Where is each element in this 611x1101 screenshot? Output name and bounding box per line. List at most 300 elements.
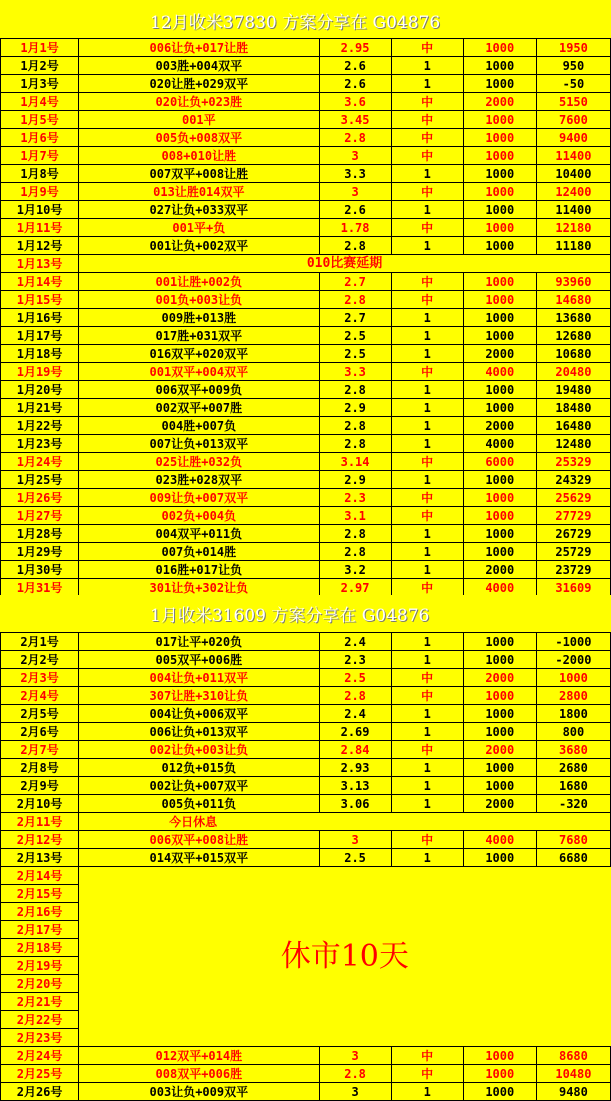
stake-cell: 1000 [463,111,536,129]
table-row [1,201,611,219]
result-cell: 1 [391,723,463,741]
date-cell: 2月14号 [1,867,79,885]
balance-cell: 10480 [536,1065,610,1083]
date-cell: 1月30号 [1,561,79,579]
date-cell: 2月13号 [1,849,79,867]
pick-cell: 009让负+007双平 [79,489,319,507]
date-cell: 1月6号 [1,129,79,147]
odds-cell: 2.8 [319,435,391,453]
odds-cell: 3 [319,831,391,849]
pick-cell: 020让胜+029双平 [79,75,319,93]
result-cell: 中 [391,489,463,507]
table-row [1,327,611,345]
pick-cell: 027让负+033双平 [79,201,319,219]
balance-cell: -320 [536,795,610,813]
date-cell: 1月8号 [1,165,79,183]
pick-cell: 007双平+008让胜 [79,165,319,183]
date-cell: 2月1号 [1,633,79,651]
result-cell: 中 [391,363,463,381]
balance-cell: 14680 [536,291,610,309]
date-cell: 1月16号 [1,309,79,327]
balance-cell: 7680 [536,831,610,849]
result-cell: 1 [391,165,463,183]
result-cell: 1 [391,399,463,417]
date-cell: 1月2号 [1,57,79,75]
december-summary-text: 12月收米37830 方案分享在 G04876 [150,12,441,33]
pick-cell: 016双平+020双平 [79,345,319,363]
result-cell: 中 [391,579,463,597]
pick-cell: 004胜+007负 [79,417,319,435]
odds-cell: 3 [319,1047,391,1065]
date-cell: 1月26号 [1,489,79,507]
odds-cell: 2.97 [319,579,391,597]
january-record-table [0,38,611,597]
result-cell: 1 [391,381,463,399]
table-row [1,795,611,813]
table-row [1,291,611,309]
stake-cell: 1000 [463,1065,536,1083]
balance-cell: 1800 [536,705,610,723]
balance-cell: 8680 [536,1047,610,1065]
balance-cell: 5150 [536,93,610,111]
odds-cell: 2.8 [319,687,391,705]
pick-cell: 004让负+006双平 [79,705,319,723]
date-cell: 2月24号 [1,1047,79,1065]
table-row [1,669,611,687]
stake-cell: 1000 [463,327,536,345]
pick-cell: 016胜+017让负 [79,561,319,579]
stake-cell: 1000 [463,237,536,255]
odds-cell: 3.3 [319,363,391,381]
balance-cell: 16480 [536,417,610,435]
stake-cell: 1000 [463,849,536,867]
table-row [1,687,611,705]
stake-cell: 1000 [463,543,536,561]
stake-cell: 2000 [463,93,536,111]
pick-cell: 025让胜+032负 [79,453,319,471]
table-row [1,777,611,795]
date-cell: 2月10号 [1,795,79,813]
result-cell: 1 [391,633,463,651]
table-row [1,1083,611,1101]
date-cell: 2月2号 [1,651,79,669]
table-row [1,831,611,849]
pick-cell: 301让负+302让负 [79,579,319,597]
pick-cell: 001平 [79,111,319,129]
stake-cell: 2000 [463,561,536,579]
note-cell: 010比赛延期 [79,255,611,273]
pick-cell: 017胜+031双平 [79,327,319,345]
result-cell: 中 [391,219,463,237]
balance-cell: 27729 [536,507,610,525]
date-cell: 2月4号 [1,687,79,705]
balance-cell: 9480 [536,1083,610,1101]
balance-cell: 12680 [536,327,610,345]
date-cell: 1月14号 [1,273,79,291]
pick-cell: 006双平+009负 [79,381,319,399]
stake-cell: 4000 [463,579,536,597]
balance-cell: 25729 [536,543,610,561]
result-cell: 中 [391,111,463,129]
result-cell: 中 [391,687,463,705]
stake-cell: 4000 [463,363,536,381]
december-summary-banner [0,2,611,38]
result-cell: 中 [391,453,463,471]
table-row [1,813,611,831]
date-cell: 1月7号 [1,147,79,165]
table-row [1,435,611,453]
stake-cell: 2000 [463,417,536,435]
table-row [1,381,611,399]
odds-cell: 3 [319,1083,391,1101]
date-cell: 1月23号 [1,435,79,453]
odds-cell: 3.6 [319,93,391,111]
balance-cell: 11400 [536,147,610,165]
odds-cell: 2.8 [319,129,391,147]
note-cell: 今日休息 [79,813,611,831]
pick-cell: 001平+负 [79,219,319,237]
odds-cell: 2.5 [319,849,391,867]
table-row [1,651,611,669]
stake-cell: 1000 [463,39,536,57]
stake-cell: 1000 [463,777,536,795]
odds-cell: 2.8 [319,381,391,399]
date-cell: 1月9号 [1,183,79,201]
date-cell: 2月12号 [1,831,79,849]
balance-cell: 11400 [536,201,610,219]
stake-cell: 1000 [463,489,536,507]
stake-cell: 1000 [463,381,536,399]
pick-cell: 001让胜+002负 [79,273,319,291]
stake-cell: 1000 [463,129,536,147]
odds-cell: 3 [319,183,391,201]
balance-cell: 13680 [536,309,610,327]
balance-cell: 6680 [536,849,610,867]
table-row [1,255,611,273]
date-cell: 2月21号 [1,993,79,1011]
date-cell: 2月15号 [1,885,79,903]
pick-cell: 002负+004负 [79,507,319,525]
table-row [1,111,611,129]
balance-cell: 7600 [536,111,610,129]
stake-cell: 1000 [463,471,536,489]
balance-cell: 10400 [536,165,610,183]
odds-cell: 3.3 [319,165,391,183]
result-cell: 1 [391,327,463,345]
balance-cell: 2800 [536,687,610,705]
result-cell: 1 [391,201,463,219]
table-row [1,633,611,651]
january-summary-text: 1月收米31609 方案分享在 G04876 [150,605,430,626]
odds-cell: 2.5 [319,669,391,687]
odds-cell: 2.8 [319,237,391,255]
date-cell: 1月15号 [1,291,79,309]
result-cell: 中 [391,1047,463,1065]
market-closed-label: 休市10天 [79,867,611,1047]
pick-cell: 001负+003让负 [79,291,319,309]
odds-cell: 2.8 [319,1065,391,1083]
table-row [1,453,611,471]
date-cell: 2月9号 [1,777,79,795]
table-row [1,1047,611,1065]
result-cell: 1 [391,75,463,93]
table-row [1,93,611,111]
odds-cell: 3.2 [319,561,391,579]
date-cell: 2月19号 [1,957,79,975]
result-cell: 1 [391,777,463,795]
result-cell: 1 [391,1083,463,1101]
result-cell: 中 [391,741,463,759]
table-row [1,273,611,291]
date-cell: 1月22号 [1,417,79,435]
date-cell: 2月11号 [1,813,79,831]
pick-cell: 007让负+013双平 [79,435,319,453]
balance-cell: -1000 [536,633,610,651]
odds-cell: 2.8 [319,543,391,561]
table-row [1,723,611,741]
stake-cell: 1000 [463,273,536,291]
odds-cell: 1.78 [319,219,391,237]
result-cell: 1 [391,759,463,777]
balance-cell: 800 [536,723,610,741]
odds-cell: 2.4 [319,705,391,723]
date-cell: 2月7号 [1,741,79,759]
result-cell: 1 [391,309,463,327]
balance-cell: 10680 [536,345,610,363]
pick-cell: 003胜+004双平 [79,57,319,75]
date-cell: 1月28号 [1,525,79,543]
result-cell: 1 [391,525,463,543]
pick-cell: 013让胜014双平 [79,183,319,201]
pick-cell: 009胜+013胜 [79,309,319,327]
stake-cell: 1000 [463,183,536,201]
pick-cell: 023胜+028双平 [79,471,319,489]
pick-cell: 002双平+007胜 [79,399,319,417]
date-cell: 1月31号 [1,579,79,597]
result-cell: 中 [391,273,463,291]
date-cell: 2月23号 [1,1029,79,1047]
pick-cell: 004让负+011双平 [79,669,319,687]
pick-cell: 020让负+023胜 [79,93,319,111]
table-row [1,165,611,183]
stake-cell: 1000 [463,507,536,525]
result-cell: 1 [391,471,463,489]
date-cell: 1月11号 [1,219,79,237]
stake-cell: 2000 [463,795,536,813]
balance-cell: 93960 [536,273,610,291]
pick-cell: 006双平+008让胜 [79,831,319,849]
odds-cell: 2.95 [319,39,391,57]
pick-cell: 004双平+011负 [79,525,319,543]
date-cell: 2月26号 [1,1083,79,1101]
result-cell: 1 [391,417,463,435]
pick-cell: 008双平+006胜 [79,1065,319,1083]
odds-cell: 2.3 [319,489,391,507]
result-cell: 中 [391,183,463,201]
pick-cell: 001双平+004双平 [79,363,319,381]
stake-cell: 1000 [463,165,536,183]
pick-cell: 307让胜+310让负 [79,687,319,705]
table-row [1,741,611,759]
result-cell: 1 [391,237,463,255]
result-cell: 中 [391,1065,463,1083]
stake-cell: 6000 [463,453,536,471]
date-cell: 1月24号 [1,453,79,471]
odds-cell: 2.8 [319,525,391,543]
result-cell: 中 [391,93,463,111]
table-row [1,363,611,381]
table-row [1,579,611,597]
balance-cell: 1000 [536,669,610,687]
stake-cell: 1000 [463,1083,536,1101]
result-cell: 1 [391,705,463,723]
balance-cell: 24329 [536,471,610,489]
date-cell: 2月8号 [1,759,79,777]
odds-cell: 3.45 [319,111,391,129]
balance-cell: -50 [536,75,610,93]
stake-cell: 1000 [463,723,536,741]
table-row [1,507,611,525]
table-row [1,849,611,867]
date-cell: 2月25号 [1,1065,79,1083]
pick-cell: 014双平+015双平 [79,849,319,867]
odds-cell: 2.9 [319,399,391,417]
odds-cell: 2.84 [319,741,391,759]
odds-cell: 3.06 [319,795,391,813]
rest-row [1,867,611,885]
odds-cell: 2.8 [319,291,391,309]
date-cell: 1月18号 [1,345,79,363]
result-cell: 中 [391,831,463,849]
odds-cell: 3 [319,147,391,165]
date-cell: 2月3号 [1,669,79,687]
odds-cell: 2.69 [319,723,391,741]
stake-cell: 1000 [463,399,536,417]
pick-cell: 006让负+017让胜 [79,39,319,57]
date-cell: 1月5号 [1,111,79,129]
stake-cell: 2000 [463,741,536,759]
result-cell: 中 [391,39,463,57]
odds-cell: 3.13 [319,777,391,795]
stake-cell: 1000 [463,651,536,669]
table-row [1,309,611,327]
date-cell: 2月5号 [1,705,79,723]
stake-cell: 1000 [463,633,536,651]
result-cell: 中 [391,147,463,165]
pick-cell: 012双平+014胜 [79,1047,319,1065]
balance-cell: 1680 [536,777,610,795]
table-row [1,147,611,165]
stake-cell: 1000 [463,57,536,75]
stake-cell: 4000 [463,831,536,849]
date-cell: 2月17号 [1,921,79,939]
date-cell: 1月17号 [1,327,79,345]
balance-cell: 20480 [536,363,610,381]
table-row [1,417,611,435]
stake-cell: 1000 [463,1047,536,1065]
table-row [1,219,611,237]
date-cell: 1月4号 [1,93,79,111]
result-cell: 1 [391,795,463,813]
result-cell: 1 [391,57,463,75]
odds-cell: 3.1 [319,507,391,525]
balance-cell: 26729 [536,525,610,543]
stake-cell: 2000 [463,345,536,363]
result-cell: 1 [391,345,463,363]
odds-cell: 2.7 [319,309,391,327]
pick-cell: 005双平+006胜 [79,651,319,669]
odds-cell: 2.6 [319,75,391,93]
table-row [1,183,611,201]
pick-cell: 005负+008双平 [79,129,319,147]
result-cell: 1 [391,849,463,867]
pick-cell: 008+010让胜 [79,147,319,165]
result-cell: 中 [391,507,463,525]
odds-cell: 2.5 [319,345,391,363]
pick-cell: 007负+014胜 [79,543,319,561]
balance-cell: 12400 [536,183,610,201]
result-cell: 中 [391,129,463,147]
balance-cell: 25629 [536,489,610,507]
january-summary-banner [0,595,611,631]
balance-cell: -2000 [536,651,610,669]
date-cell: 2月18号 [1,939,79,957]
balance-cell: 950 [536,57,610,75]
balance-cell: 3680 [536,741,610,759]
result-cell: 1 [391,651,463,669]
table-row [1,489,611,507]
stake-cell: 1000 [463,75,536,93]
stake-cell: 2000 [463,669,536,687]
result-cell: 中 [391,669,463,687]
stake-cell: 1000 [463,201,536,219]
odds-cell: 2.9 [319,471,391,489]
balance-cell: 18480 [536,399,610,417]
table-row [1,561,611,579]
balance-cell: 11180 [536,237,610,255]
date-cell: 1月1号 [1,39,79,57]
table-row [1,1065,611,1083]
table-row [1,345,611,363]
table-row [1,705,611,723]
odds-cell: 2.5 [319,327,391,345]
odds-cell: 2.7 [319,273,391,291]
table-row [1,525,611,543]
odds-cell: 3.14 [319,453,391,471]
stake-cell: 1000 [463,147,536,165]
pick-cell: 017让平+020负 [79,633,319,651]
pick-cell: 002让负+007双平 [79,777,319,795]
table-row [1,543,611,561]
stake-cell: 1000 [463,525,536,543]
stake-cell: 1000 [463,291,536,309]
stake-cell: 1000 [463,705,536,723]
odds-cell: 2.6 [319,57,391,75]
table-row [1,471,611,489]
date-cell: 2月16号 [1,903,79,921]
date-cell: 2月6号 [1,723,79,741]
odds-cell: 2.6 [319,201,391,219]
result-cell: 1 [391,543,463,561]
date-cell: 1月21号 [1,399,79,417]
date-cell: 1月12号 [1,237,79,255]
pick-cell: 001让负+002双平 [79,237,319,255]
date-cell: 1月25号 [1,471,79,489]
stake-cell: 1000 [463,687,536,705]
table-row [1,129,611,147]
stake-cell: 1000 [463,309,536,327]
stake-cell: 1000 [463,759,536,777]
